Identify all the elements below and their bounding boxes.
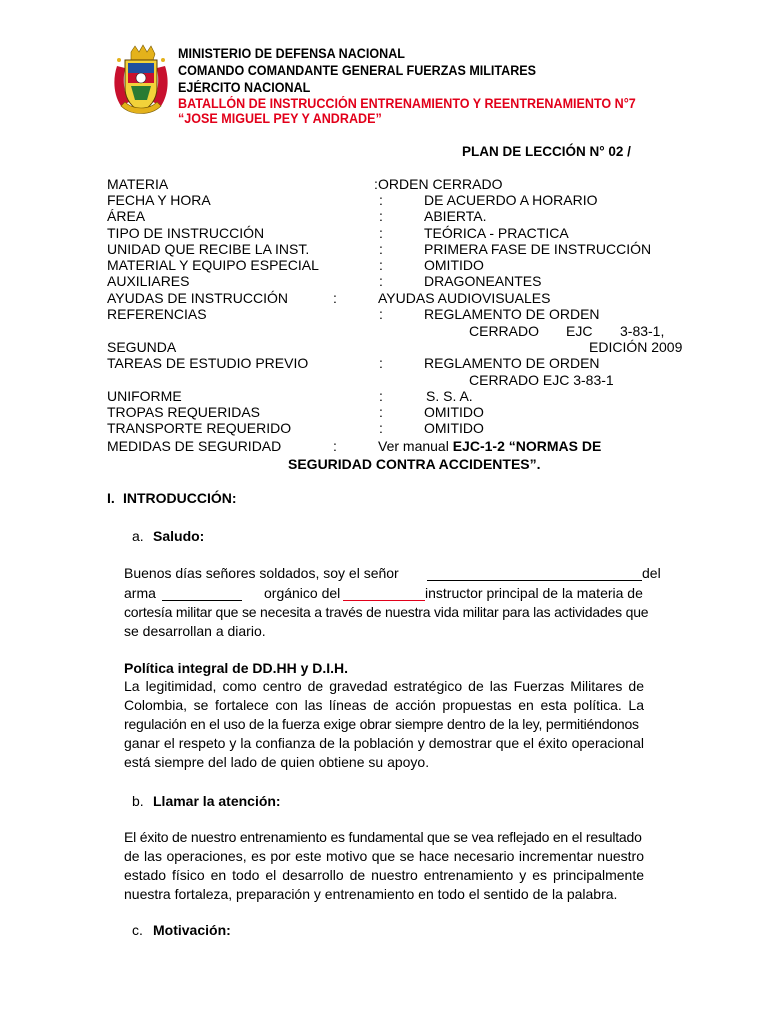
field-label-auxiliares: AUXILIARES — [107, 273, 190, 289]
field-label-transporte: TRANSPORTE REQUERIDO — [107, 420, 292, 436]
field-value-area: ABIERTA. — [424, 208, 487, 224]
field-label-tropas: TROPAS REQUERIDAS — [107, 404, 260, 420]
battalion-crest-logo — [113, 44, 169, 120]
field-label-unidad: UNIDAD QUE RECIBE LA INST. — [107, 241, 310, 257]
politica-line-5: está siempre del lado de quien obtiene su apoyo. — [124, 754, 430, 770]
field-value-tareas: REGLAMENTO DE ORDEN — [424, 355, 600, 371]
subsection-title-saludo: Saludo: — [153, 528, 205, 544]
politica-line-1: La legitimidad, como centro de gravedad estratégico de las Fuerzas Militares de — [124, 678, 644, 694]
field-value-ayudas: AYUDAS AUDIOVISUALES — [378, 290, 551, 306]
subsection-title-motivacion: Motivación: — [153, 922, 231, 938]
field-value-tareas-cont: CERRADO EJC 3-83-1 — [469, 372, 614, 388]
field-value-medidas — [378, 438, 601, 454]
field-label-tipo: TIPO DE INSTRUCCIÓN — [107, 225, 265, 241]
header-line-army: EJÉRCITO NACIONAL — [178, 80, 311, 95]
field-value-segunda: EDICIÓN 2009 — [589, 339, 683, 355]
field-sep-uniforme: : — [379, 388, 383, 404]
subsection-letter-b: b. — [132, 793, 144, 809]
field-label-ayudas: AYUDAS DE INSTRUCCIÓN — [107, 290, 288, 306]
field-sep-material: : — [379, 257, 383, 273]
field-value-tropas: OMITIDO — [424, 404, 484, 420]
field-label-segunda: SEGUNDA — [107, 339, 177, 355]
field-value-auxiliares: DRAGONEANTES — [424, 273, 542, 289]
field-sep-medidas: : — [333, 438, 337, 454]
field-value-medidas-cont: SEGURIDAD CONTRA ACCIDENTES”. — [288, 456, 541, 472]
field-value-fecha: DE ACUERDO A HORARIO — [424, 192, 598, 208]
field-label-area: ÁREA — [107, 208, 146, 224]
field-value-transporte: OMITIDO — [424, 420, 484, 436]
field-sep-ayudas: : — [333, 290, 337, 306]
atencion-line-1: El éxito de nuestro entrenamiento es fundamental que se vea reflejado en el resultado — [124, 829, 642, 845]
field-sep-unidad: : — [379, 241, 383, 257]
field-value-referencias-cont2: EJC — [566, 323, 593, 339]
saludo-line-2b: orgánico del — [264, 585, 341, 601]
politica-line-4: ganar el respeto y la confianza de la población y demostrar que el éxito operacional — [124, 735, 644, 751]
field-label-tareas: TAREAS DE ESTUDIO PREVIO — [107, 355, 309, 371]
field-value-referencias: REGLAMENTO DE ORDEN — [424, 306, 600, 322]
field-value-medidas-manual: EJC-1-2 “NORMAS DE — [452, 438, 602, 454]
saludo-line-2c: instructor principal de la materia de — [425, 585, 643, 601]
field-label-referencias: REFERENCIAS — [107, 306, 207, 322]
field-label-fecha: FECHA Y HORA — [107, 192, 211, 208]
field-value-material: OMITIDO — [424, 257, 484, 273]
header-line-ministry: MINISTERIO DE DEFENSA NACIONAL — [178, 46, 405, 61]
section-title-introduccion: INTRODUCCIÓN: — [123, 490, 237, 506]
field-sep-fecha: : — [379, 192, 383, 208]
field-value-uniforme: S. S. A. — [426, 388, 473, 404]
politica-line-3: regulación en el uso de la fuerza exige obrar siempre dentro de la ley, permitiéndonos — [124, 716, 639, 732]
field-value-referencias-cont1: CERRADO — [469, 323, 540, 339]
field-sep-referencias: : — [379, 306, 383, 322]
saludo-line-1a: Buenos días señores soldados, soy el señor — [124, 565, 399, 581]
field-label-materia: MATERIA — [107, 176, 169, 192]
field-sep-auxiliares: : — [379, 273, 383, 289]
header-line-command: COMANDO COMANDANTE GENERAL FUERZAS MILITARES — [178, 63, 537, 78]
plan-title: PLAN DE LECCIÓN N° 02 / — [462, 144, 631, 159]
header-line-battalion-name: “JOSE MIGUEL PEY Y ANDRADE” — [178, 111, 382, 126]
field-sep-tareas: : — [379, 355, 383, 371]
saludo-line-1b: del — [642, 565, 661, 581]
field-sep-materia: : — [374, 176, 378, 192]
subsection-letter-c: c. — [132, 922, 143, 938]
field-sep-transporte: : — [379, 420, 383, 436]
arma-blank — [162, 587, 242, 601]
field-value-referencias-cont3: 3-83-1, — [620, 323, 665, 339]
organico-blank — [343, 587, 425, 601]
instructor-name-blank — [427, 567, 642, 581]
atencion-line-3: estado físico en todo el desarrollo de nuestro entrenamiento y es principalmente — [124, 867, 644, 883]
field-sep-tipo: : — [379, 225, 383, 241]
field-sep-tropas: : — [379, 404, 383, 420]
saludo-line-4: se desarrollan a diario. — [124, 623, 266, 639]
field-value-materia: ORDEN CERRADO — [378, 176, 503, 192]
header-line-battalion: BATALLÓN DE INSTRUCCIÓN ENTRENAMIENTO Y REENTRENAMIENTO N°7 — [178, 96, 636, 111]
field-sep-area: : — [379, 208, 383, 224]
field-label-medidas: MEDIDAS DE SEGURIDAD — [107, 438, 282, 454]
politica-title: Política integral de DD.HH y D.I.H. — [124, 660, 349, 676]
field-label-uniforme: UNIFORME — [107, 388, 182, 404]
subsection-letter-a: a. — [132, 528, 144, 544]
field-value-unidad: PRIMERA FASE DE INSTRUCCIÓN — [424, 241, 652, 257]
subsection-title-llamar-atencion: Llamar la atención: — [153, 793, 281, 809]
politica-line-2: Colombia, se fortalece con las líneas de acción propuestas en esta política. La — [124, 697, 644, 713]
atencion-line-4: nuestra fortaleza, preparación y entrenamiento en todo el sentido de la palabra. — [124, 886, 618, 902]
atencion-line-2: de las operaciones, es por este motivo que se hace necesario incrementar nuestro — [124, 848, 644, 864]
field-value-medidas-prefix: Ver manual — [378, 438, 453, 454]
saludo-line-2a: arma — [124, 585, 156, 601]
saludo-line-3: cortesía militar que se necesita a través de nuestra vida militar para las actividades que — [124, 604, 649, 620]
section-number: I. — [107, 490, 115, 506]
field-label-material: MATERIAL Y EQUIPO ESPECIAL — [107, 257, 319, 273]
field-value-tipo: TEÓRICA - PRACTICA — [424, 225, 569, 241]
